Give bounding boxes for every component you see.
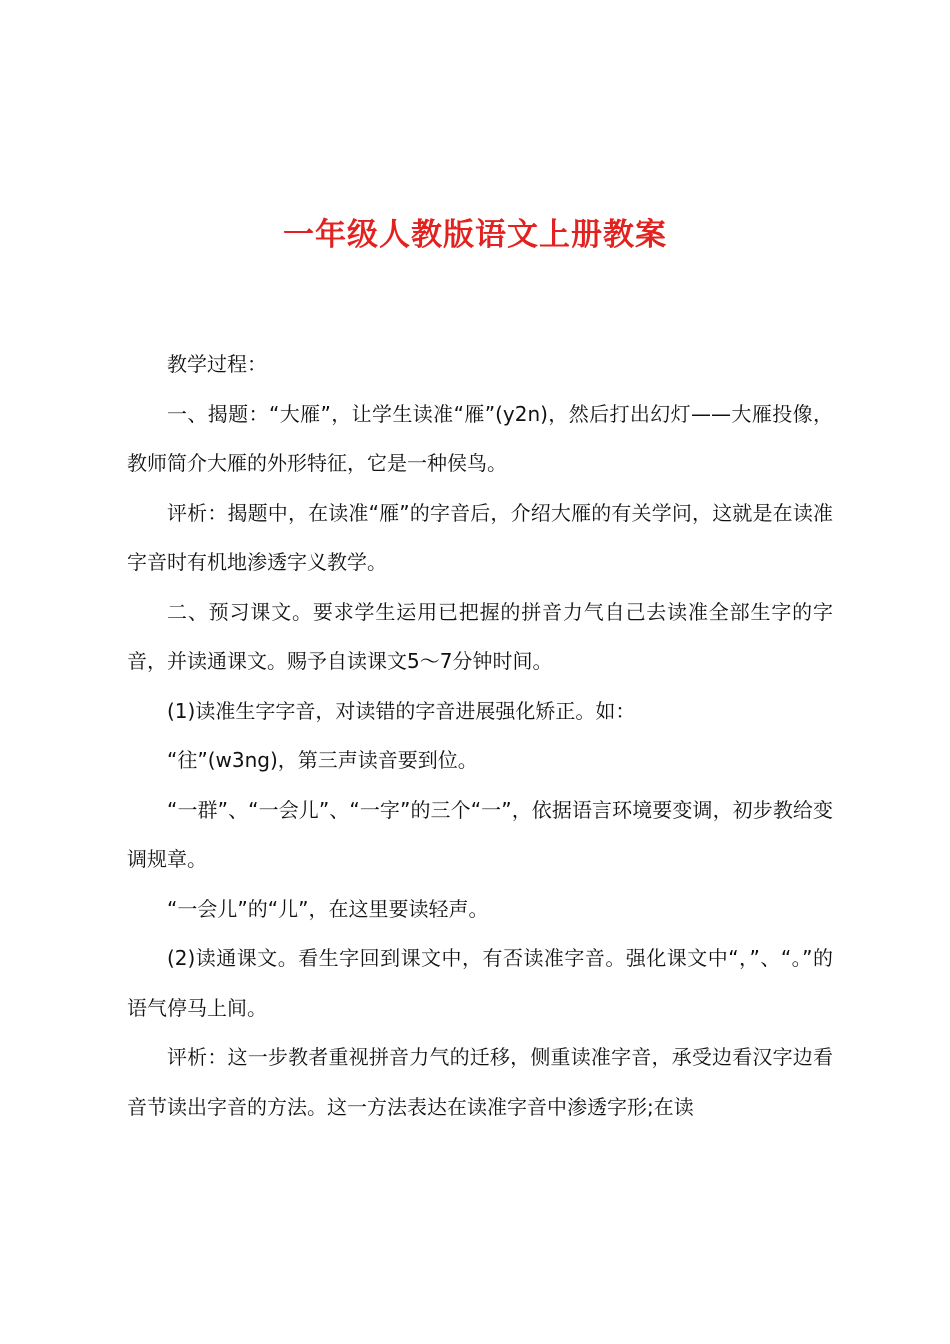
paragraph: 二、预习课文。要求学生运用已把握的拼音力气自己去读准全部生字的字音，并读通课文。赐予自读课文5～7分钟时间。 <box>127 599 833 673</box>
document-title: 一年级人教版语文上册教案 <box>283 217 667 253</box>
paragraph: 一、揭题：“大雁”，让学生读准“雁”(y2n)，然后打出幻灯——大雁投像，教师简介大雁的外形特征，它是一种侯鸟。 <box>127 401 833 475</box>
paragraph: 评析：这一步教者重视拼音力气的迁移，侧重读准字音，承受边看汉字边看音节读出字音的方法。这一方法表达在读准字音中渗透字形;在读 <box>127 1045 833 1119</box>
paragraph: (2)读通课文。看生字回到课文中，有否读准字音。强化课文中“，”、“。”的语气停马上间。 <box>127 946 833 1020</box>
paragraph: 评析：揭题中，在读准“雁”的字音后，介绍大雁的有关学问，这就是在读准字音时有机地渗透字义教学。 <box>127 500 833 574</box>
paragraph: “一会儿”的“儿”，在这里要读轻声。 <box>167 896 489 921</box>
paragraph: “往”(w3ng)，第三声读音要到位。 <box>167 748 478 772</box>
paragraph: “一群”、“一会儿”、“一字”的三个“一”，依据语言环境要变调，初步教给变调规章。 <box>127 797 833 871</box>
document-body <box>127 340 833 1132</box>
paragraph: 教学过程： <box>167 352 267 376</box>
paragraph: (1)读准生字字音，对读错的字音进展强化矫正。如： <box>167 698 636 723</box>
